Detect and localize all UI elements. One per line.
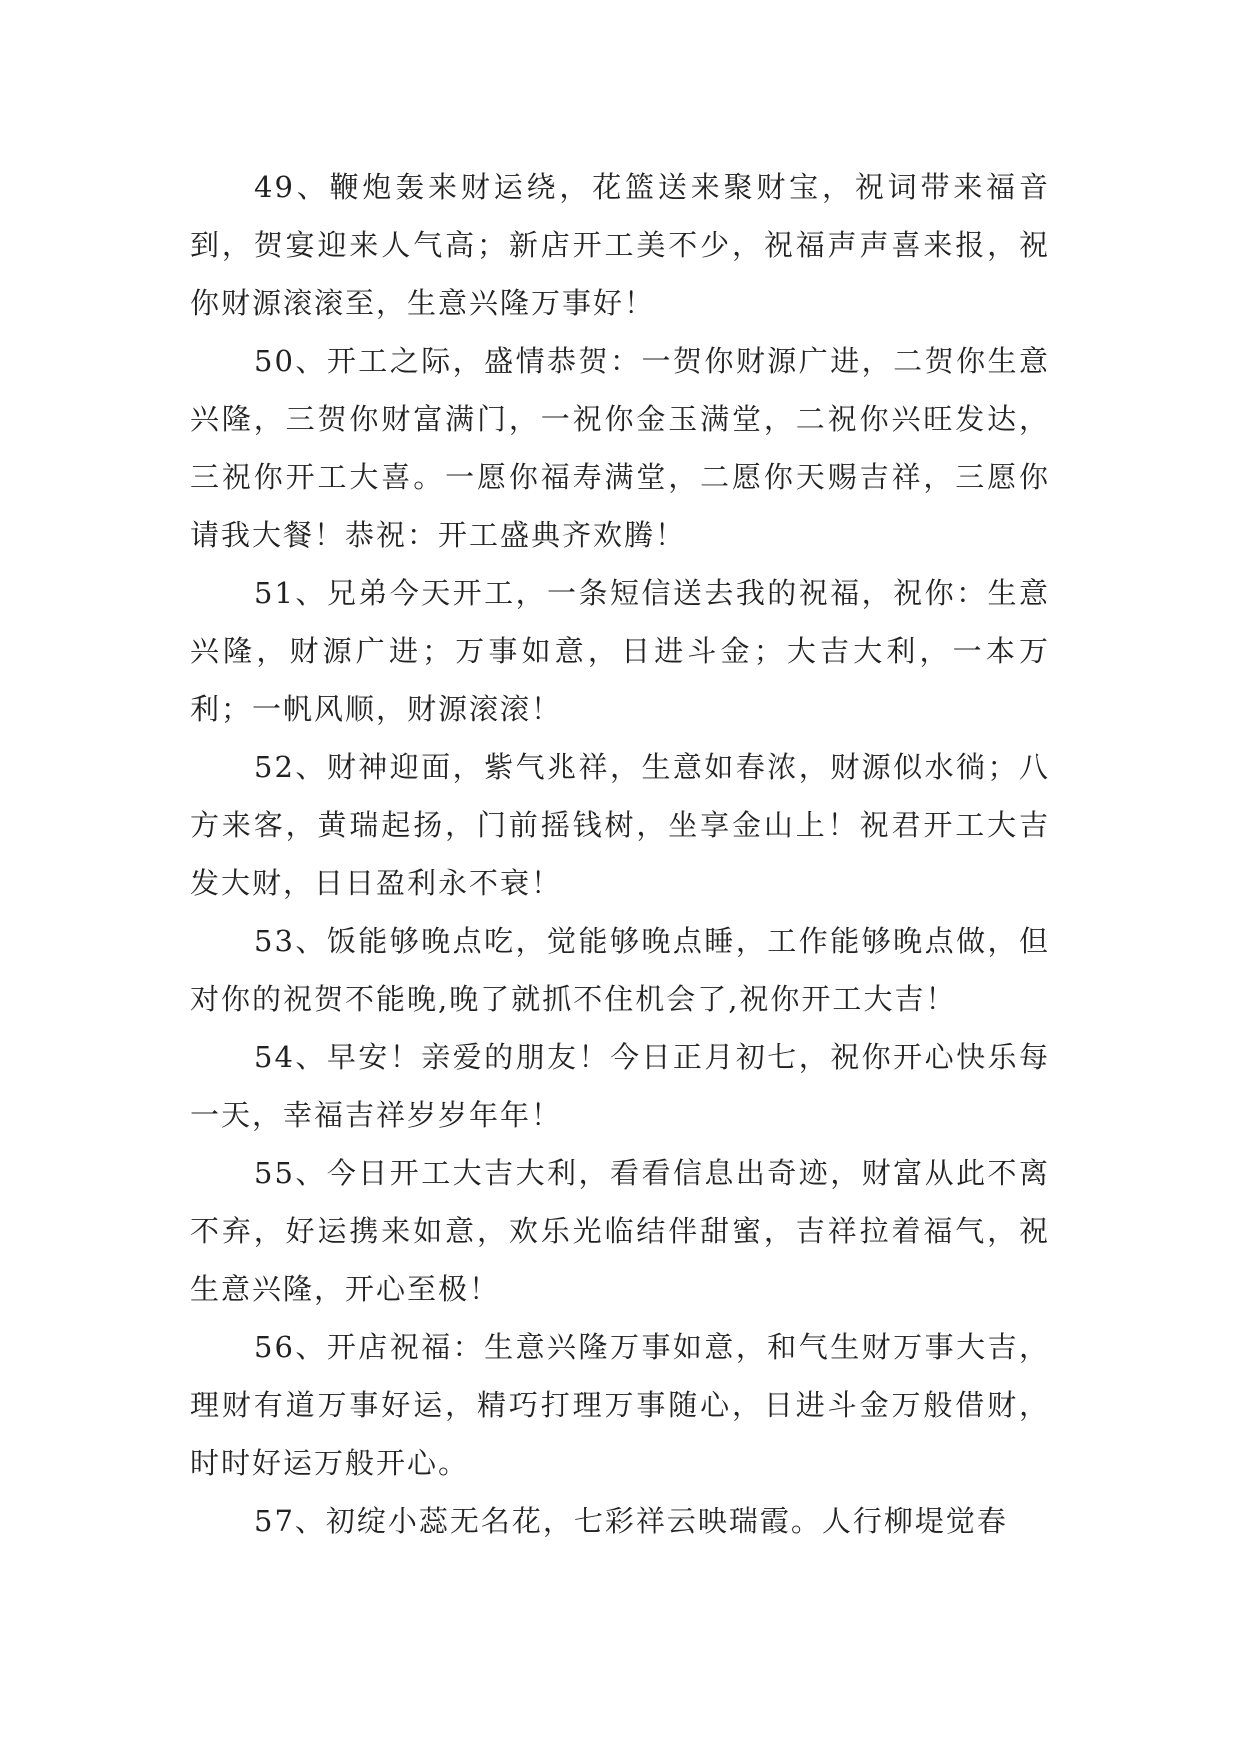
paragraph-56: 56、开店祝福：生意兴隆万事如意，和气生财万事大吉，理财有道万事好运，精巧打理万事随心，日进斗金万般借财，时时好运万般开心。	[190, 1330, 1050, 1480]
paragraph-57: 57、初绽小蕊无名花，七彩祥云映瑞霞。人行柳堤觉春	[254, 1504, 1008, 1538]
paragraph-54: 54、早安！亲爱的朋友！今日正月初七，祝你开心快乐每一天，幸福吉祥岁岁年年！	[190, 1040, 1050, 1132]
paragraph-55: 55、今日开工大吉大利，看看信息出奇迹，财富从此不离不弃，好运携来如意，欢乐光临结伴甜蜜，吉祥拉着福气，祝生意兴隆，开心至极！	[190, 1156, 1050, 1306]
paragraph-49: 49、鞭炮轰来财运绕，花篮送来聚财宝，祝词带来福音到，贺宴迎来人气高；新店开工美不少，祝福声声喜来报，祝你财源滚滚至，生意兴隆万事好！	[190, 170, 1050, 320]
paragraph-52: 52、财神迎面，紫气兆祥，生意如春浓，财源似水徜；八方来客，黄瑞起扬，门前摇钱树，坐享金山上！祝君开工大吉发大财，日日盈利永不衰！	[190, 750, 1050, 900]
paragraph-53: 53、饭能够晚点吃，觉能够晚点睡，工作能够晚点做，但对你的祝贺不能晚,晚了就抓不住机会了,祝你开工大吉！	[190, 924, 1050, 1016]
document-body	[190, 158, 1050, 1550]
paragraph-51: 51、兄弟今天开工，一条短信送去我的祝福，祝你：生意兴隆，财源广进；万事如意，日进斗金；大吉大利，一本万利；一帆风顺，财源滚滚！	[190, 576, 1050, 726]
paragraph-50: 50、开工之际，盛情恭贺：一贺你财源广进，二贺你生意兴隆，三贺你财富满门，一祝你金玉满堂，二祝你兴旺发达，三祝你开工大喜。一愿你福寿满堂，二愿你天赐吉祥，三愿你请我大餐！恭祝：开工盛典齐欢腾！	[190, 344, 1050, 552]
